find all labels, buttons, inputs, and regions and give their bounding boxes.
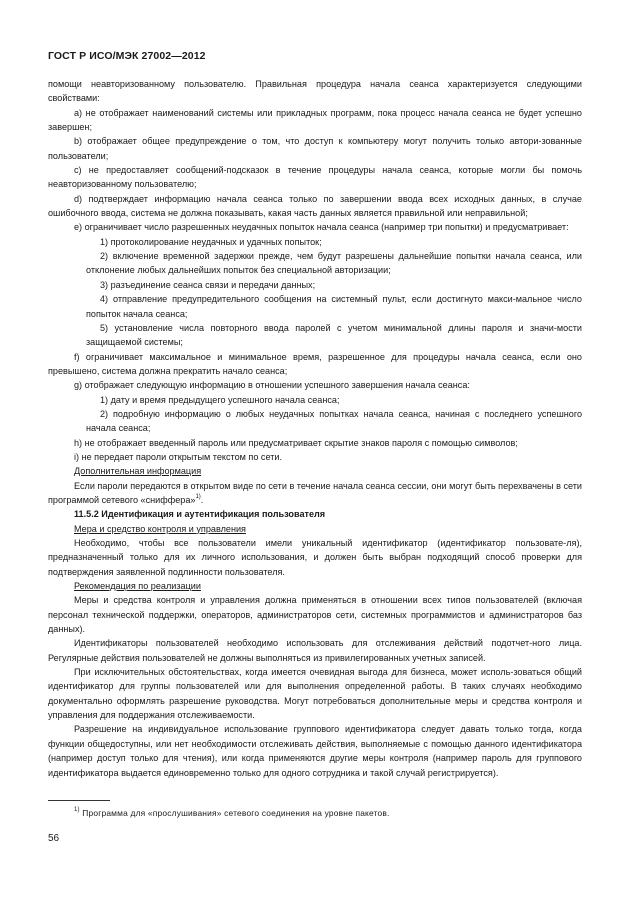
sub-list-item: 1) дату и время предыдущего успешного начала сеанса; [100, 394, 340, 405]
list-item: a) не отображает наименований системы или прикладных программ, пока процесс начала сеанса не будет успешно завершен; [48, 107, 582, 133]
list-item: c) не предоставляет сообщений-подсказок в течение процедуры начала сеанса, которые могли бы помочь неавторизованному пользователю; [48, 165, 582, 190]
footnote-ref: 1) [195, 493, 201, 500]
page-header: ГОСТ Р ИСО/МЭК 27002—2012 [48, 50, 206, 62]
subheading-label: Рекомендация по реализации [74, 581, 201, 592]
paragraph: Идентификаторы пользователей необходимо использовать для отслеживания действий подотчет-ного лица. Регулярные действия пользователей не должны выполняться из привилегированных учетных записей. [48, 638, 582, 663]
sub-list-item: 2) включение временной задержки прежде, чем будут разрешены дальнейшие попытки начала сеанса, или отклонение любых дальнейших попыток без специальной авторизации; [86, 251, 582, 276]
sub-list-item: 2) подробную информацию о любых неудачных попытках начала сеанса, начиная с последнего успешного начала сеанса; [86, 408, 582, 434]
section-heading: 11.5.2 Идентификация и аутентификация пользователя [74, 509, 326, 520]
subheading-label: Мера и средство контроля и управления [74, 523, 246, 534]
footnote [74, 808, 390, 818]
footnote-text: Программа для «прослушивания» сетевого соединения на уровне пакетов. [82, 808, 390, 818]
paragraph: Необходимо, чтобы все пользователи имели уникальный идентификатор (идентификатор пользовате-ля), предназначенный только для их личного использования, и должен быть выбран подходящий способ проверки для подтверждения заявленной подлинности пользователя. [48, 538, 582, 577]
sub-list-item: 3) разъединение сеанса связи и передачи данных; [100, 279, 316, 290]
list-item: f) ограничивает максимальное и минимальное время, разрешенное для процедуры начала сеанса, если оно превышено, система должна прекратить начало сеанса; [48, 351, 582, 376]
paragraph: помощи неавторизованному пользователю. Правильная процедура начала сеанса характеризуется следующими свойствами: [48, 79, 582, 104]
sub-list-item: 5) установление числа повторного ввода паролей с учетом минимальной длины пароля и значи-мости защищаемой системы; [86, 322, 582, 348]
paragraph [48, 479, 582, 508]
paragraph: Разрешение на индивидуальное использование группового идентификатора следует давать только тогда, когда функции общедоступны, или нет необходимости отслеживать действия, выполняемые с помощью данного идентификатора (например доступ только для чтения), или когда применяются другие меры контроля (например пароль для группового идентификатора выдается единовременно только для одного сотрудника и такой случай регистрируется). [48, 724, 582, 778]
paragraph-end: . [200, 494, 204, 505]
subheading-label: Дополнительная информация [74, 466, 202, 477]
paragraph: При исключительных обстоятельствах, когда имеется очевидная выгода для бизнеса, может исполь-зоваться общий идентификатор для группы пользователей или для выполнения определенной работы. В таких случаях необходимо документально оформлять разрешение руководства. Могут потребоваться дополнительные меры и средства контроля и управления для поддержания отслеживаемости. [48, 667, 582, 721]
list-item: g) отображает следующую информацию в отношении успешного завершения начала сеанса: [74, 380, 470, 391]
list-item: i) не передает пароли открытым текстом по сети. [74, 451, 283, 462]
subheading-guidance [48, 579, 582, 593]
sub-list-item: 1) протоколирование неудачных и удачных попыток; [100, 236, 322, 247]
paragraph: Меры и средства контроля и управления должна применяться в отношении всех типов пользователей (включая персонал технической поддержки, операторов, администраторов сети, системных программистов и администраторов баз данных). [48, 595, 582, 635]
list-item: d) подтверждает информацию начала сеанса только по завершении ввода всех исходных данных, в случае ошибочного ввода, система не должна показывать, какая часть данных является правильной или неправильной; [48, 193, 582, 219]
paragraph-text: Если пароли передаются в открытом виде по сети в течение начала сеанса сессии, они могут быть перехвачены в сети программой сетевого «сниффера» [48, 480, 582, 505]
footnote-divider [48, 800, 110, 801]
list-item: h) не отображает введенный пароль или предусматривает скрытие знаков пароля с помощью символов; [74, 437, 518, 448]
list-item: e) ограничивает число разрешенных неудачных попыток начала сеанса (например три попытки) и предусматривает: [74, 222, 569, 233]
sub-list-item: 4) отправление предупредительного сообщения на системный пульт, если достигнуто макси-мальное число попыток начала сеанса; [86, 294, 582, 319]
page-number: 56 [48, 833, 60, 844]
footnote-marker: 1) [74, 807, 80, 814]
document-body [48, 77, 582, 780]
list-item: b) отображает общее предупреждение о том, что доступ к компьютеру могут получить только автори-зованные пользователи; [48, 136, 582, 161]
subheading-control [48, 522, 582, 536]
subheading-additional-info [48, 464, 582, 478]
